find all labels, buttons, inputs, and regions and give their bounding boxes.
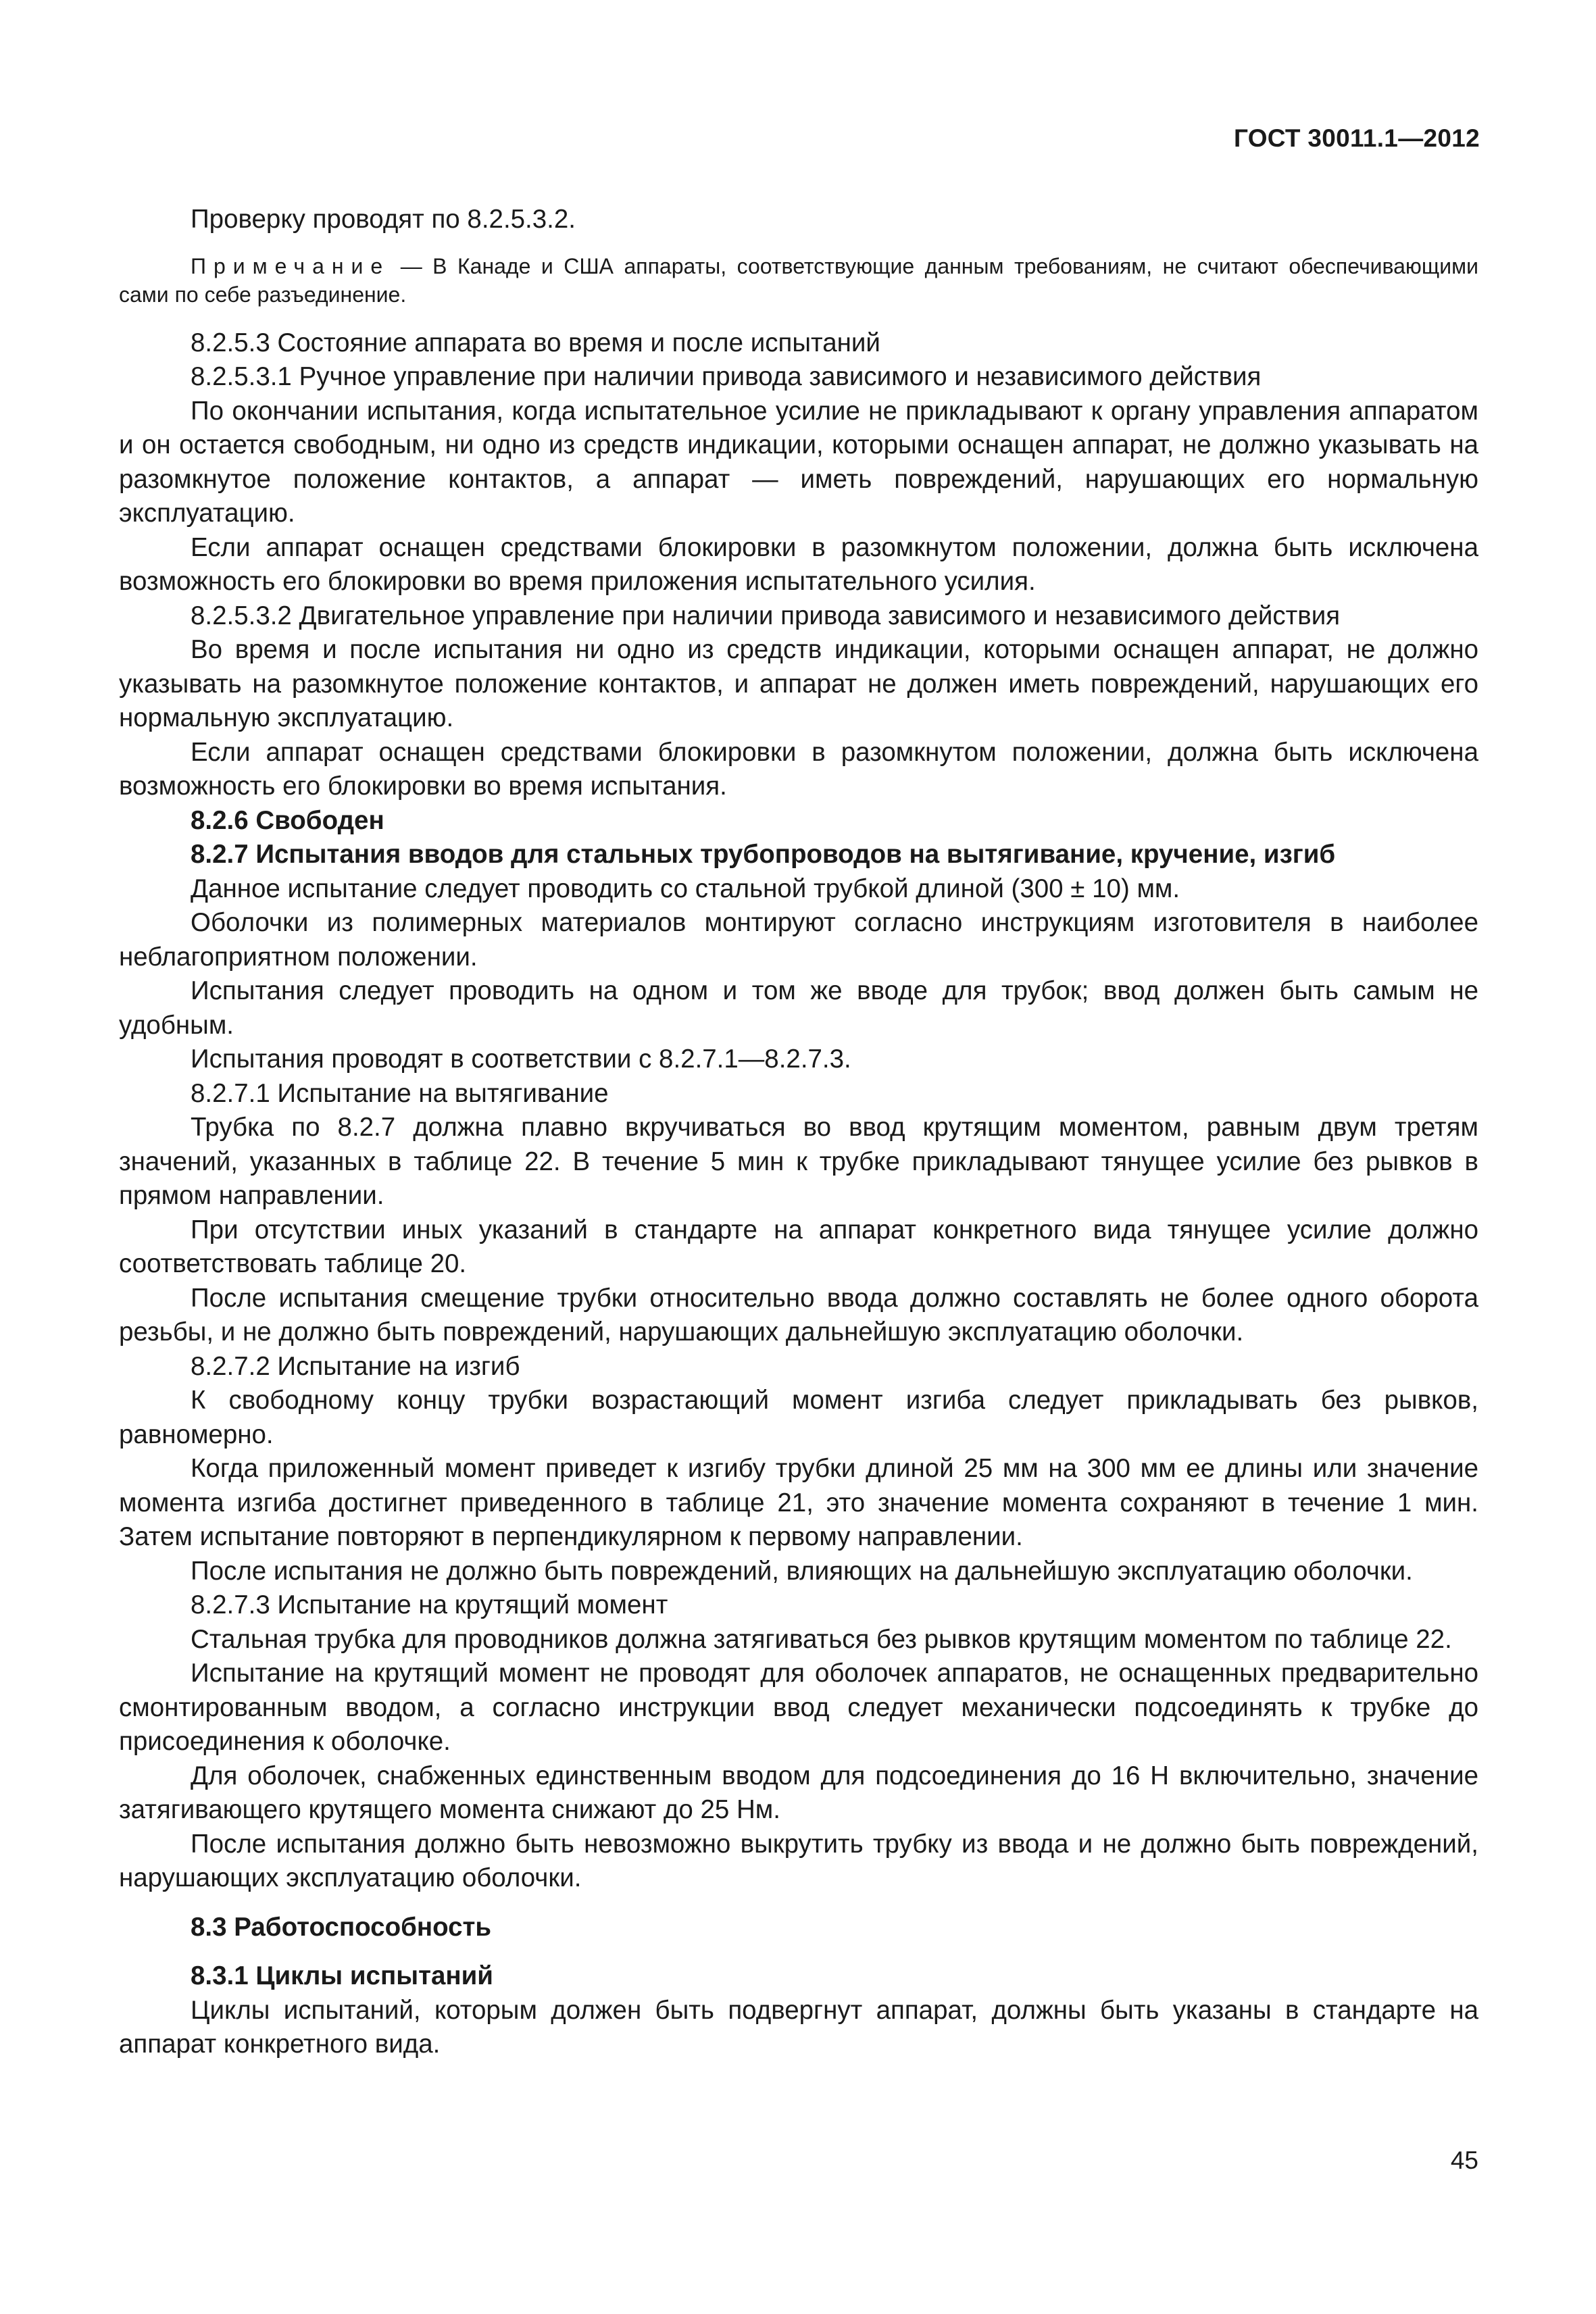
section-heading: 8.2.7.2 Испытание на изгиб [191,1351,520,1381]
paragraph: Испытания проводят в соответствии с 8.2.7.1—8.2.7.3. [191,1045,851,1074]
paragraph: После испытания смещение трубки относительно ввода должно составлять не более одного оборота резьбы, и не должно быть повреждений, нарушающих дальнейшую эксплуатацию оболочки. [119,1283,1478,1347]
section-heading: 8.3.1 Циклы испытаний [191,1961,493,1990]
paragraph: При отсутствии иных указаний в стандарте на аппарат конкретного вида тянущее усилие должно соответствовать таблице 20. [119,1215,1478,1278]
paragraph: Испытание на крутящий момент не проводят для оболочек аппаратов, не оснащенных предварительно смонтированным вводом, а согласно инструкции ввод следует механически подсоединять к трубке до присоединения к оболочке. [119,1659,1478,1756]
note [119,252,1478,309]
paragraph: Данное испытание следует проводить со стальной трубкой длиной (300 ± 10) мм. [191,874,1180,903]
paragraph: Стальная трубка для проводников должна затягиваться без рывков крутящим моментом по таблице 22. [191,1624,1452,1654]
section-heading: 8.2.5.3 Состояние аппарата во время и после испытаний [191,328,880,357]
paragraph: Проверку проводят по 8.2.5.3.2. [191,205,576,234]
paragraph: После испытания не должно быть повреждений, влияющих на дальнейшую эксплуатацию оболочки. [191,1556,1413,1586]
section-heading: 8.2.7 Испытания вводов для стальных трубопроводов на вытягивание, кручение, изгиб [191,840,1336,869]
paragraph: По окончании испытания, когда испытательное усилие не прикладывают к органу управления аппаратом и он остается свободным, ни одно из средств индикации, которыми оснащен аппарат, не должно указывать на разомкнутое положение контактов, а аппарат — иметь повреждений, нарушающих его нормальную эксплуатацию. [119,396,1478,528]
note-label: Примечание [191,253,391,278]
document-header: ГОСТ 30011.1—2012 [1233,124,1480,152]
paragraph: После испытания должно быть невозможно выкрутить трубку из ввода и не должно быть повреждений, нарушающих эксплуатацию оболочки. [119,1829,1478,1892]
paragraph: Испытания следует проводить на одном и том же вводе для трубок; ввод должен быть самым не удобным. [119,976,1478,1040]
paragraph: Если аппарат оснащен средствами блокировки в разомкнутом положении, должна быть исключена возможность его блокировки во время приложения испытательного усилия. [119,532,1478,596]
section-heading: 8.2.5.3.1 Ручное управление при наличии привода зависимого и независимого действия [191,362,1262,391]
paragraph: Если аппарат оснащен средствами блокировки в разомкнутом положении, должна быть исключена возможность его блокировки во время испытания. [119,737,1478,801]
paragraph: Для оболочек, снабженных единственным вводом для подсоединения до 16 Н включительно, значение затягивающего крутящего момента снижают до 25 Нм. [119,1761,1478,1824]
paragraph: Когда приложенный момент приведет к изгибу трубки длиной 25 мм на 300 мм ее длины или значение момента изгиба достигнет приведенного в таблице 21, это значение момента сохраняют в течение 1 мин. Затем испытание повторяют в перпендикулярном к первому направлении. [119,1454,1478,1551]
section-heading: 8.3 Работоспособность [191,1912,492,1942]
page-number: 45 [1450,2146,1478,2174]
note-text: — В Канаде и США аппараты, соответствующие данным требованиям, не считают обеспечивающими сами по себе разъединение. [119,253,1478,307]
section-heading: 8.2.7.3 Испытание на крутящий момент [191,1590,668,1619]
section-heading: 8.2.6 Свободен [191,805,384,835]
section-heading: 8.2.5.3.2 Двигательное управление при наличии привода зависимого и независимого действия [191,601,1341,630]
paragraph: Во время и после испытания ни одно из средств индикации, которыми оснащен аппарат, не должно указывать на разомкнутое положение контактов, и аппарат не должен иметь повреждений, нарушающих его нормальную эксплуатацию. [119,635,1478,732]
paragraph: Циклы испытаний, которым должен быть подвергнут аппарат, должны быть указаны в стандарте на аппарат конкретного вида. [119,1995,1478,2059]
section-heading: 8.2.7.1 Испытание на вытягивание [191,1078,609,1108]
paragraph: Оболочки из полимерных материалов монтируют согласно инструкциям изготовителя в наиболее неблагоприятном положении. [119,908,1478,972]
paragraph: К свободному концу трубки возрастающий момент изгиба следует прикладывать без рывков, равномерно. [119,1386,1478,1449]
document-body [119,203,1478,2062]
paragraph: Трубка по 8.2.7 должна плавно вкручиваться во ввод крутящим моментом, равным двум третям значений, указанных в таблице 22. В течение 5 мин к трубке прикладывают тянущее усилие без рывков в прямом направлении. [119,1113,1478,1210]
